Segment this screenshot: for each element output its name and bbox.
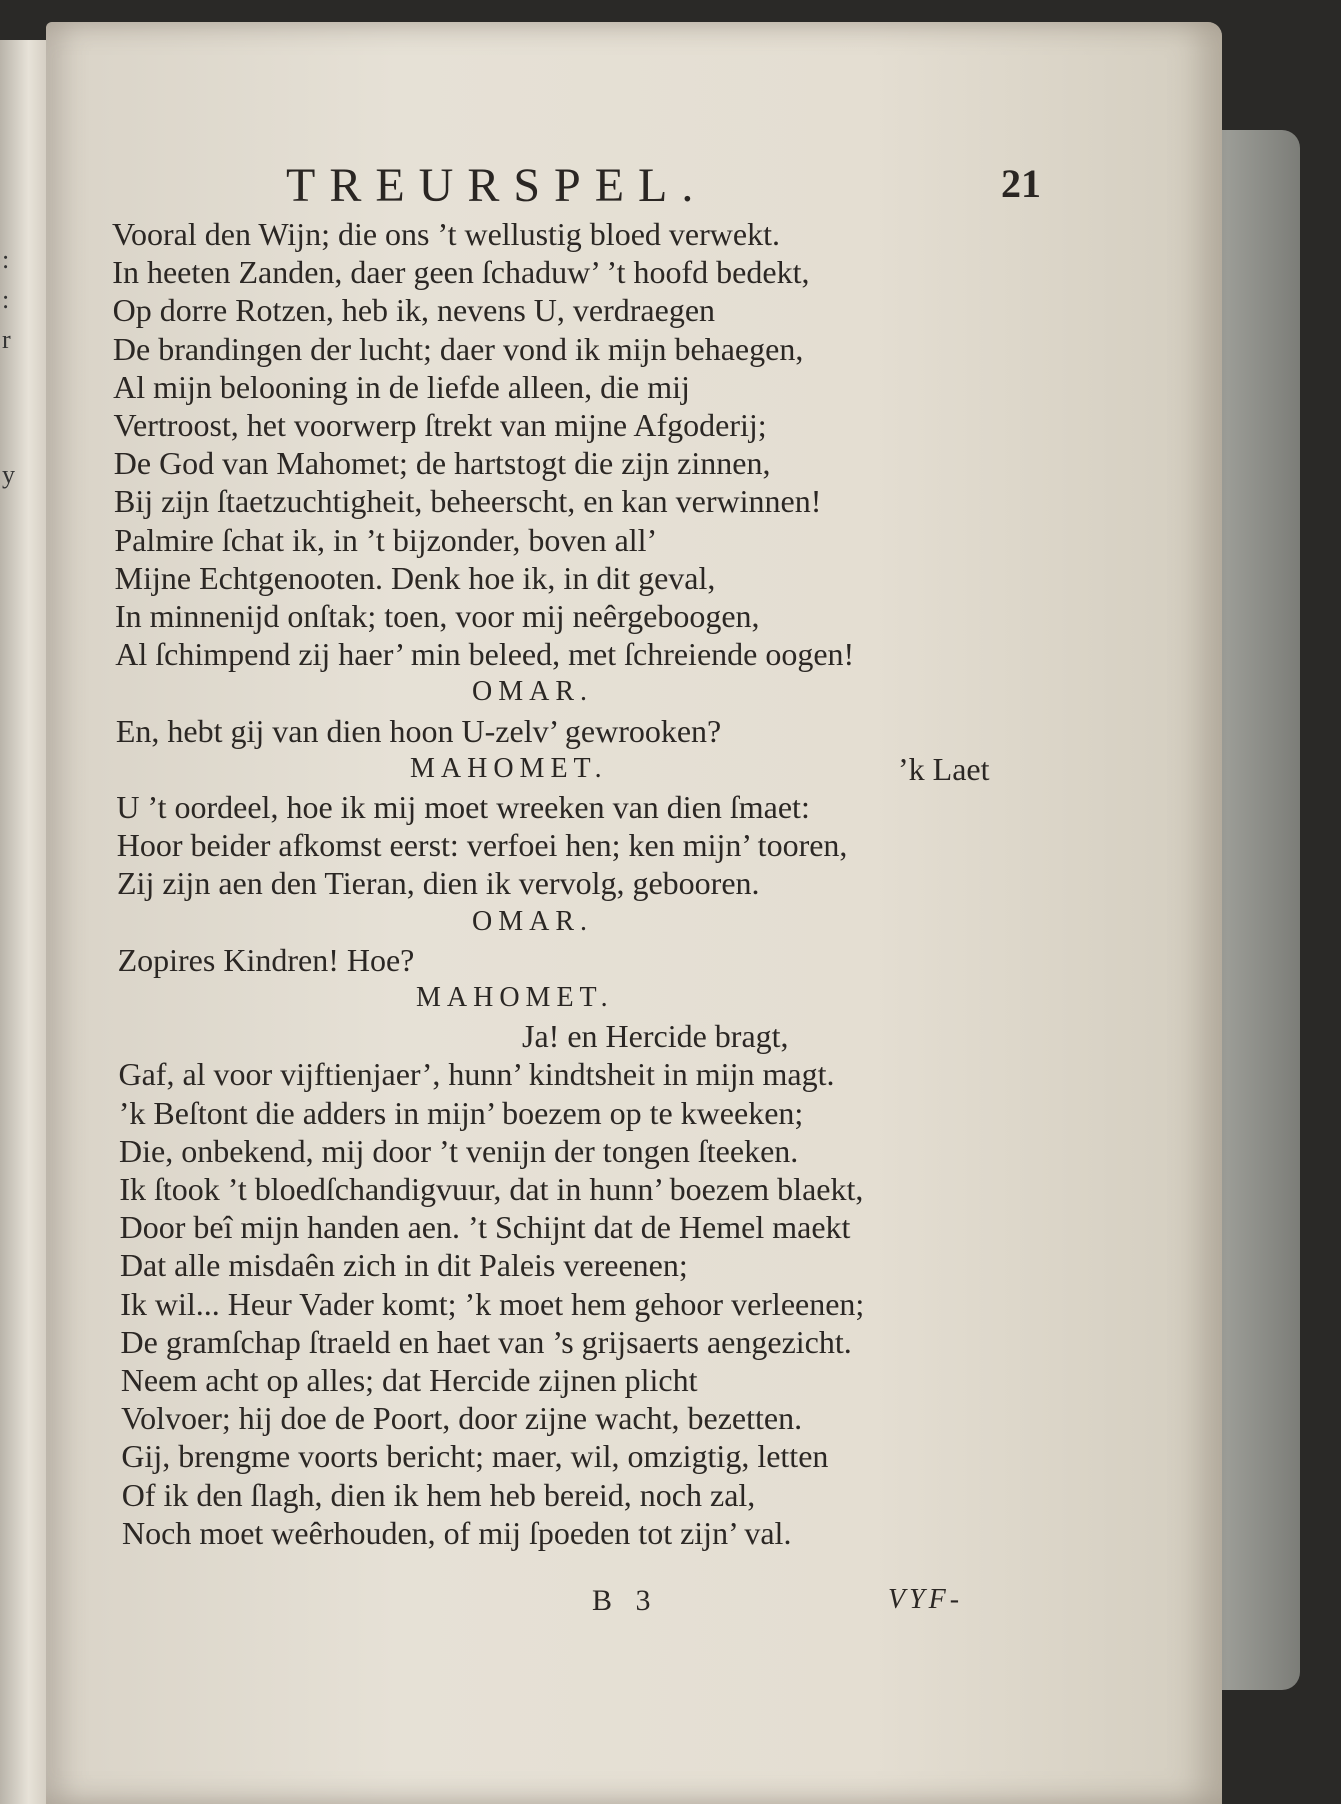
verse-line: En, hebt gij van dien hoon U-zelv’ gewrooken? <box>115 712 722 749</box>
page-number: 21 <box>1001 161 1041 206</box>
speaker-name: OMAR. <box>472 676 594 708</box>
verse-line: In heeten Zanden, daer geen ſchaduw’ ’t hoofd bedekt, <box>112 254 810 291</box>
speaker-name: MAHOMET. <box>416 982 614 1013</box>
verse-line: Noch moet weêrhouden, of mij ſpoeden tot zijn’ val. <box>122 1514 792 1551</box>
verse-line: Mijne Echtgenooten. Denk hoe ik, in dit geval, <box>114 559 716 596</box>
verse-line: Palmire ſchat ik, in ’t bijzonder, boven all’ <box>114 521 658 558</box>
catchword: VYF- <box>888 1584 964 1615</box>
book-page <box>46 22 1222 1804</box>
running-title: TREURSPEL. <box>286 159 708 212</box>
verse-line: U ’t oordeel, hoe ik mij moet wreeken van dien ſmaet: <box>116 789 810 825</box>
verse-line: Die, onbekend, mij door ’t venijn der tongen ſteeken. <box>119 1132 799 1169</box>
signature-mark: B 3 <box>592 1584 659 1617</box>
verse-line: Al mijn belooning in de liefde alleen, die mij <box>113 368 690 405</box>
verse-line: Al ſchimpend zij haer’ min beleed, met ſchreiende oogen! <box>115 636 855 673</box>
verse-line: Door beî mijn handen aen. ’t Schijnt dat de Hemel maekt <box>119 1209 851 1246</box>
verse-line: Dat alle misdaên zich in dit Paleis vereenen; <box>119 1247 688 1284</box>
left-page-fragment: r <box>2 325 11 354</box>
verse-line: Gaf, al voor vijftienjaer’, hunn’ kindtsheit in mijn magt. <box>118 1056 835 1093</box>
verse-line: De brandingen der lucht; daer vond ik mijn behaegen, <box>112 330 804 367</box>
verse-line: Vertroost, het voorwerp ſtrekt van mijne Afgoderij; <box>113 407 767 443</box>
verse-line: Ik ſtook ’t bloedſchandigvuur, dat in hunn’ boezem blaekt, <box>119 1171 864 1207</box>
verse-line: Op dorre Rotzen, heb ik, nevens U, verdraegen <box>112 292 716 329</box>
verse-line: Zij zijn aen den Tieran, dien ik vervolg, gebooren. <box>117 865 760 902</box>
verse-line: ’k Laet <box>898 750 990 787</box>
verse-line: Ik wil... Heur Vader komt; ’k moet hem gehoor verleenen; <box>120 1285 865 1322</box>
verse-line: Zopires Kindren! Hoe? <box>117 941 415 978</box>
left-page-fragment: : <box>2 285 10 314</box>
verse-line: Neem acht op alles; dat Hercide zijnen plicht <box>120 1362 698 1398</box>
verse-line: Hoor beider afkomst eerst: verfoei hen; ken mijn’ tooren, <box>116 827 848 864</box>
page-header <box>46 158 1222 218</box>
verse-line: Of ik den ſlagh, dien ik hem heb bereid, noch zal, <box>121 1476 756 1513</box>
verse-line: In minnenijd onſtak; toen, voor mij neêrgeboogen, <box>114 598 760 634</box>
verse-line: Bij zijn ſtaetzuchtigheit, beheerscht, en kan verwinnen! <box>114 483 822 520</box>
left-page-fragment: : <box>2 245 10 274</box>
verse-line: ’k Beſtont die adders in mijn’ boezem op te kweeken; <box>118 1094 804 1131</box>
verse-line: Volvoer; hij doe de Poort, door zijne wacht, bezetten. <box>121 1400 803 1437</box>
speaker-name: MAHOMET. <box>410 752 608 784</box>
verse-line: Ja! en Hercide bragt, <box>522 1018 789 1055</box>
left-page-edge <box>0 40 52 1804</box>
left-page-fragment: y <box>2 460 15 489</box>
verse-line: De God van Mahomet; de hartstogt die zijn zinnen, <box>113 445 771 482</box>
verse-line: Gij, brengme voorts bericht; maer, wil, omzigtig, letten <box>121 1438 829 1475</box>
verse-line: De gramſchap ſtraeld en haet van ’s grijsaerts aengezicht. <box>120 1323 852 1360</box>
speaker-name: OMAR. <box>472 905 594 937</box>
verse-line: Vooral den Wijn; die ons ’t wellustig bloed verwekt. <box>112 216 780 252</box>
